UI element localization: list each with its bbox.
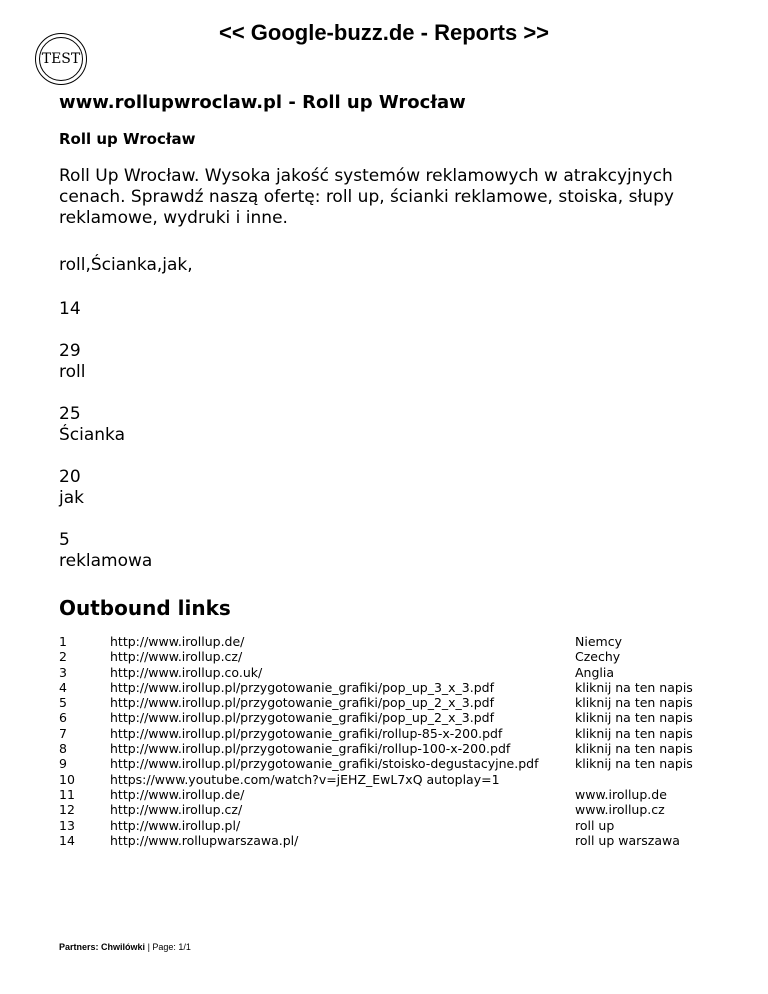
keyword-list	[59, 341, 719, 572]
link-anchor-text: Anglia	[575, 664, 615, 680]
footer-partners-label: Partners:	[59, 942, 99, 952]
site-title: www.rollupwroclaw.pl - Roll up Wrocław	[59, 92, 466, 113]
outbound-links-heading: Outbound links	[59, 596, 231, 620]
link-number: 9	[59, 756, 67, 772]
link-number: 4	[59, 679, 67, 695]
link-url[interactable]: http://www.irollup.pl/przygotowanie_grafiki/rollup-85-x-200.pdf	[110, 725, 503, 741]
page-title: Roll up Wrocław	[59, 130, 196, 148]
footer-page-number: | Page: 1/1	[147, 942, 191, 952]
link-number: 6	[59, 710, 67, 726]
link-anchor-text: roll up	[575, 817, 615, 833]
table-row	[59, 787, 693, 802]
link-anchor-text: kliknij na ten napis	[575, 741, 693, 757]
link-url[interactable]: http://www.irollup.pl/	[110, 817, 241, 833]
keyword-word: roll	[59, 362, 86, 382]
report-content	[59, 92, 719, 848]
table-row	[59, 833, 693, 848]
table-row	[59, 680, 693, 695]
link-url[interactable]: http://www.irollup.cz/	[110, 649, 243, 665]
keyword-item	[59, 467, 719, 509]
link-anchor-text: kliknij na ten napis	[575, 679, 693, 695]
footer	[59, 942, 191, 952]
keyword-word: jak	[59, 488, 84, 508]
link-anchor-text: kliknij na ten napis	[575, 725, 693, 741]
outbound-links-table	[59, 634, 693, 848]
table-row	[59, 649, 693, 664]
table-row	[59, 695, 693, 710]
table-row	[59, 772, 693, 787]
link-anchor-text: www.irollup.cz	[575, 802, 665, 818]
link-anchor-text: Czechy	[575, 649, 621, 665]
link-number: 8	[59, 741, 67, 757]
keywords-line: roll,Ścianka,jak,	[59, 255, 193, 275]
link-number: 2	[59, 649, 67, 665]
keyword-count: 29	[59, 341, 81, 361]
link-url[interactable]: https://www.youtube.com/watch?v=jEHZ_EwL7xQ autoplay=1	[110, 771, 500, 787]
keyword-item	[59, 404, 719, 446]
table-row	[59, 818, 693, 833]
link-number: 12	[59, 802, 75, 818]
link-url[interactable]: http://www.irollup.de/	[110, 634, 245, 649]
link-anchor-text: kliknij na ten napis	[575, 710, 693, 726]
table-row	[59, 726, 693, 741]
table-row	[59, 710, 693, 725]
link-number: 3	[59, 664, 67, 680]
total-count: 14	[59, 299, 81, 319]
link-url[interactable]: http://www.irollup.pl/przygotowanie_grafiki/pop_up_2_x_3.pdf	[110, 710, 495, 726]
table-row	[59, 634, 693, 649]
link-url[interactable]: http://www.irollup.pl/przygotowanie_grafiki/pop_up_3_x_3.pdf	[110, 679, 495, 695]
keyword-item	[59, 530, 719, 572]
link-url[interactable]: http://www.irollup.pl/przygotowanie_grafiki/pop_up_2_x_3.pdf	[110, 695, 495, 711]
table-row	[59, 756, 693, 771]
link-number: 11	[59, 786, 75, 802]
link-number: 1	[59, 634, 67, 649]
footer-partners-link[interactable]: Chwilówki	[101, 942, 146, 952]
keyword-count: 5	[59, 530, 70, 550]
page-description: Roll Up Wrocław. Wysoka jakość systemów reklamowych w atrakcyjnych cenach. Sprawdź naszą ofertę: roll up, ścianki reklamowe, stoiska, słupy reklamowe, wydruki i inne.	[59, 166, 674, 228]
keyword-item	[59, 341, 719, 383]
link-url[interactable]: http://www.irollup.cz/	[110, 802, 243, 818]
link-number: 13	[59, 817, 75, 833]
link-url[interactable]: http://www.irollup.pl/przygotowanie_grafiki/stoisko-degustacyjne.pdf	[110, 756, 539, 772]
report-header-title: << Google-buzz.de - Reports >>	[218, 20, 550, 45]
keyword-count: 20	[59, 467, 81, 487]
link-url[interactable]: http://www.irollup.de/	[110, 786, 245, 802]
test-stamp	[35, 33, 87, 85]
link-url[interactable]: http://www.irollup.pl/przygotowanie_grafiki/rollup-100-x-200.pdf	[110, 741, 511, 757]
link-anchor-text: www.irollup.de	[575, 786, 667, 802]
table-row	[59, 802, 693, 817]
keyword-word: Ścianka	[59, 425, 126, 445]
link-number: 5	[59, 695, 67, 711]
link-anchor-text: roll up warszawa	[575, 832, 680, 848]
link-anchor-text: kliknij na ten napis	[575, 695, 693, 711]
link-url[interactable]: http://www.irollup.co.uk/	[110, 664, 263, 680]
table-row	[59, 665, 693, 680]
link-number: 7	[59, 725, 67, 741]
link-anchor-text	[575, 772, 693, 787]
link-number: 10	[59, 771, 75, 787]
link-url[interactable]: http://www.rollupwarszawa.pl/	[110, 832, 299, 848]
link-number: 14	[59, 832, 75, 848]
link-anchor-text: kliknij na ten napis	[575, 756, 693, 772]
link-anchor-text: Niemcy	[575, 634, 622, 649]
test-stamp-label: TEST	[41, 51, 81, 67]
keyword-word: reklamowa	[59, 551, 153, 571]
table-row	[59, 741, 693, 756]
keyword-count: 25	[59, 404, 81, 424]
